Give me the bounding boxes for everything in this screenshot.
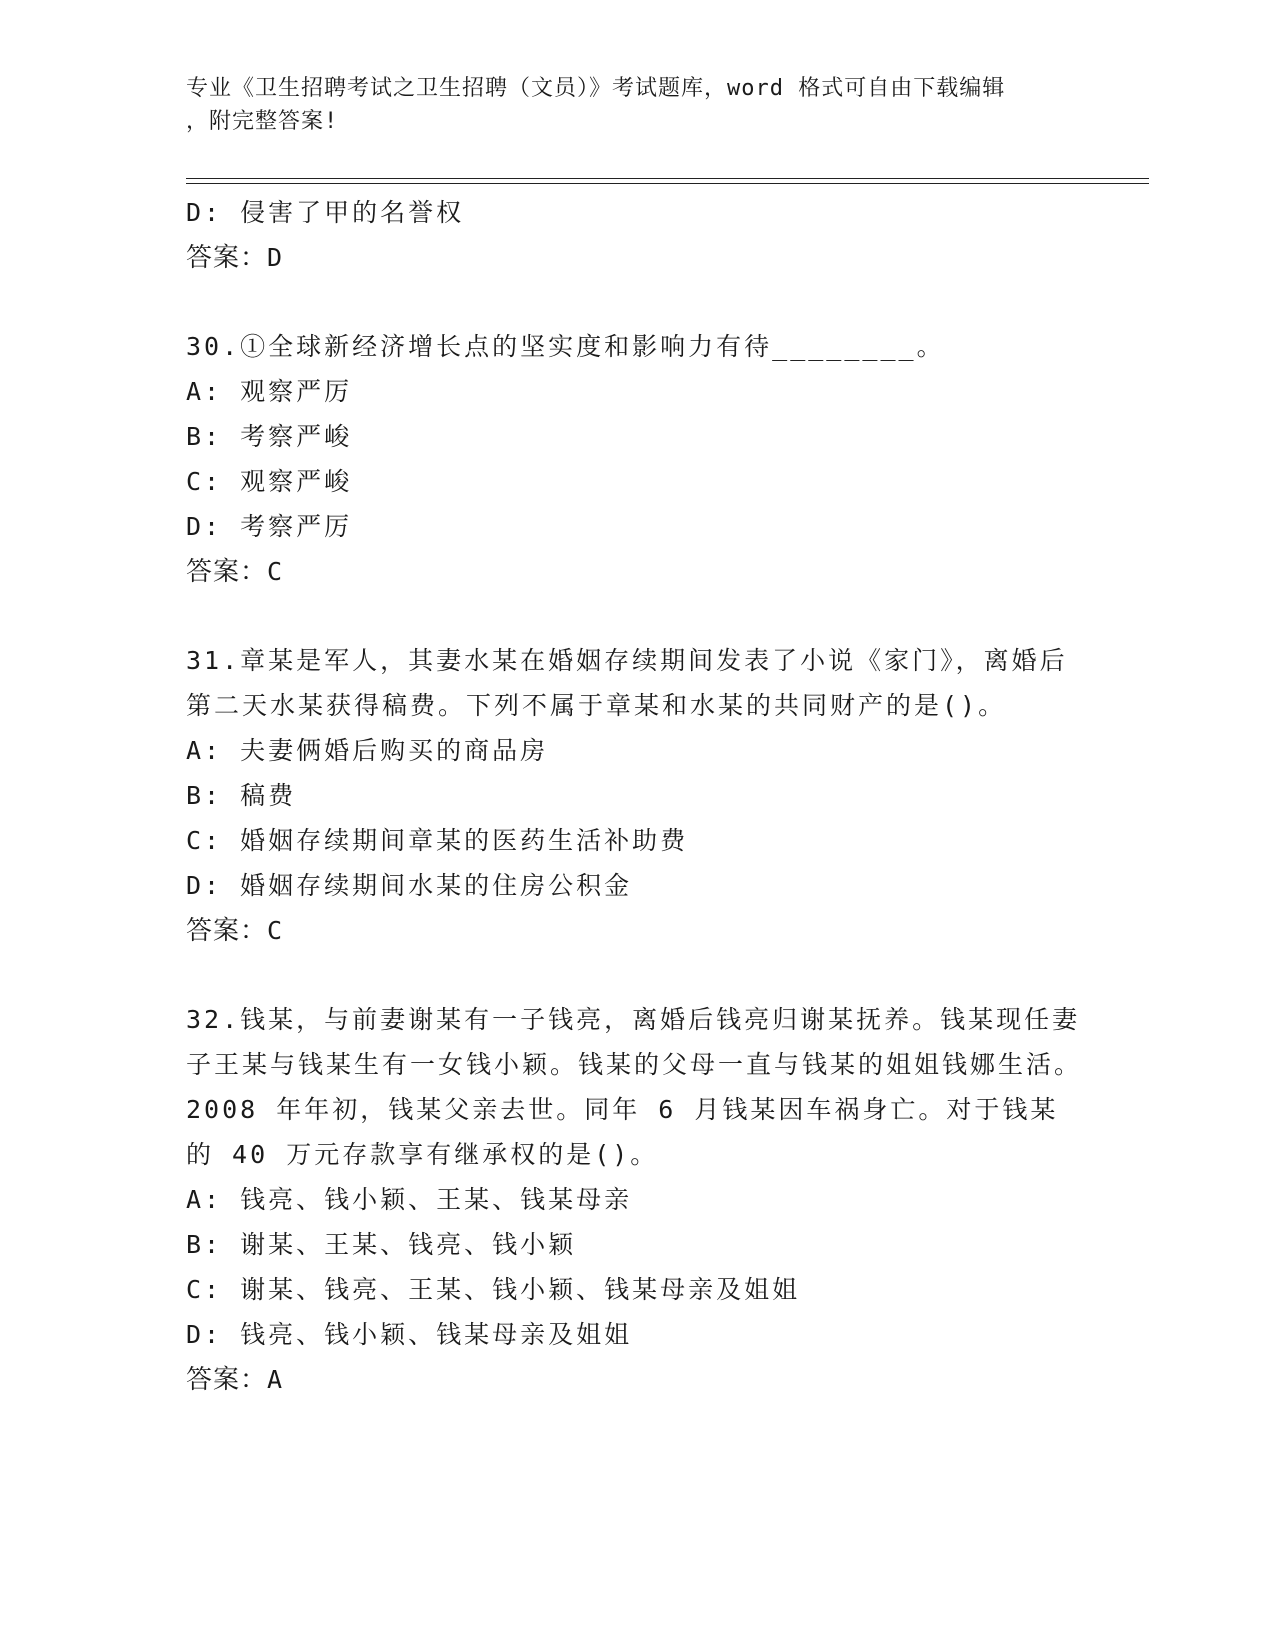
- prev-option-d: D: 侵害了甲的名誉权: [186, 198, 465, 227]
- answer-label: 答案：: [186, 916, 268, 946]
- option-a: A: 夫妻俩婚后购买的商品房: [186, 736, 549, 765]
- option-b: B: 谢某、王某、钱亮、钱小颖: [186, 1230, 577, 1259]
- option-b: B: 考察严峻: [186, 422, 353, 451]
- question-32: [186, 997, 1086, 1402]
- spacer: [186, 953, 1086, 997]
- question-content: [186, 190, 1086, 1402]
- option-a: A: 钱亮、钱小颖、王某、钱某母亲: [186, 1185, 633, 1214]
- header-line-2: ，附完整答案!: [186, 109, 339, 134]
- answer-value: D: [267, 243, 284, 272]
- option-b: B: 稿费: [186, 781, 297, 810]
- answer-value: C: [267, 916, 284, 945]
- answer-label: 答案：: [186, 243, 268, 273]
- answer: [186, 549, 1086, 594]
- header-line-1: 专业《卫生招聘考试之卫生招聘（文员）》考试题库，word 格式可自由下载编辑: [186, 76, 1006, 101]
- option-d: D: 考察严厉: [186, 512, 353, 541]
- answer-label: 答案：: [186, 1365, 268, 1395]
- question-stem: 32.钱某，与前妻谢某有一子钱亮，离婚后钱亮归谢某抚养。钱某现任妻子王某与钱某生有一女钱小颖。钱某的父母一直与钱某的姐姐钱娜生活。2008 年年初，钱某父亲去世。同年 6 月钱某因车祸身亡。对于钱某的 40 万元存款享有继承权的是()。: [186, 1005, 1083, 1169]
- answer: [186, 908, 1086, 953]
- option-d: D: 婚姻存续期间水某的住房公积金: [186, 871, 633, 900]
- spacer: [186, 594, 1086, 638]
- answer-label: 答案：: [186, 557, 268, 587]
- prev-answer: [186, 235, 1086, 280]
- question-30: [186, 324, 1086, 594]
- answer-value: C: [267, 557, 284, 586]
- option-c: C: 婚姻存续期间章某的医药生活补助费: [186, 826, 689, 855]
- header-divider-bottom: [186, 183, 1149, 184]
- header-divider-top: [186, 178, 1149, 179]
- spacer: [186, 280, 1086, 324]
- question-31: [186, 638, 1086, 953]
- question-stem: 30.①全球新经济增长点的坚实度和影响力有待________。: [186, 332, 945, 361]
- option-c: C: 观察严峻: [186, 467, 353, 496]
- answer-value: A: [267, 1365, 284, 1394]
- question-stem: 31.章某是军人，其妻水某在婚姻存续期间发表了小说《家门》，离婚后第二天水某获得稿费。下列不属于章某和水某的共同财产的是()。: [186, 646, 1068, 720]
- document-header: [186, 72, 1086, 138]
- option-d: D: 钱亮、钱小颖、钱某母亲及姐姐: [186, 1320, 633, 1349]
- option-a: A: 观察严厉: [186, 377, 353, 406]
- option-c: C: 谢某、钱亮、王某、钱小颖、钱某母亲及姐姐: [186, 1275, 801, 1304]
- answer: [186, 1357, 1086, 1402]
